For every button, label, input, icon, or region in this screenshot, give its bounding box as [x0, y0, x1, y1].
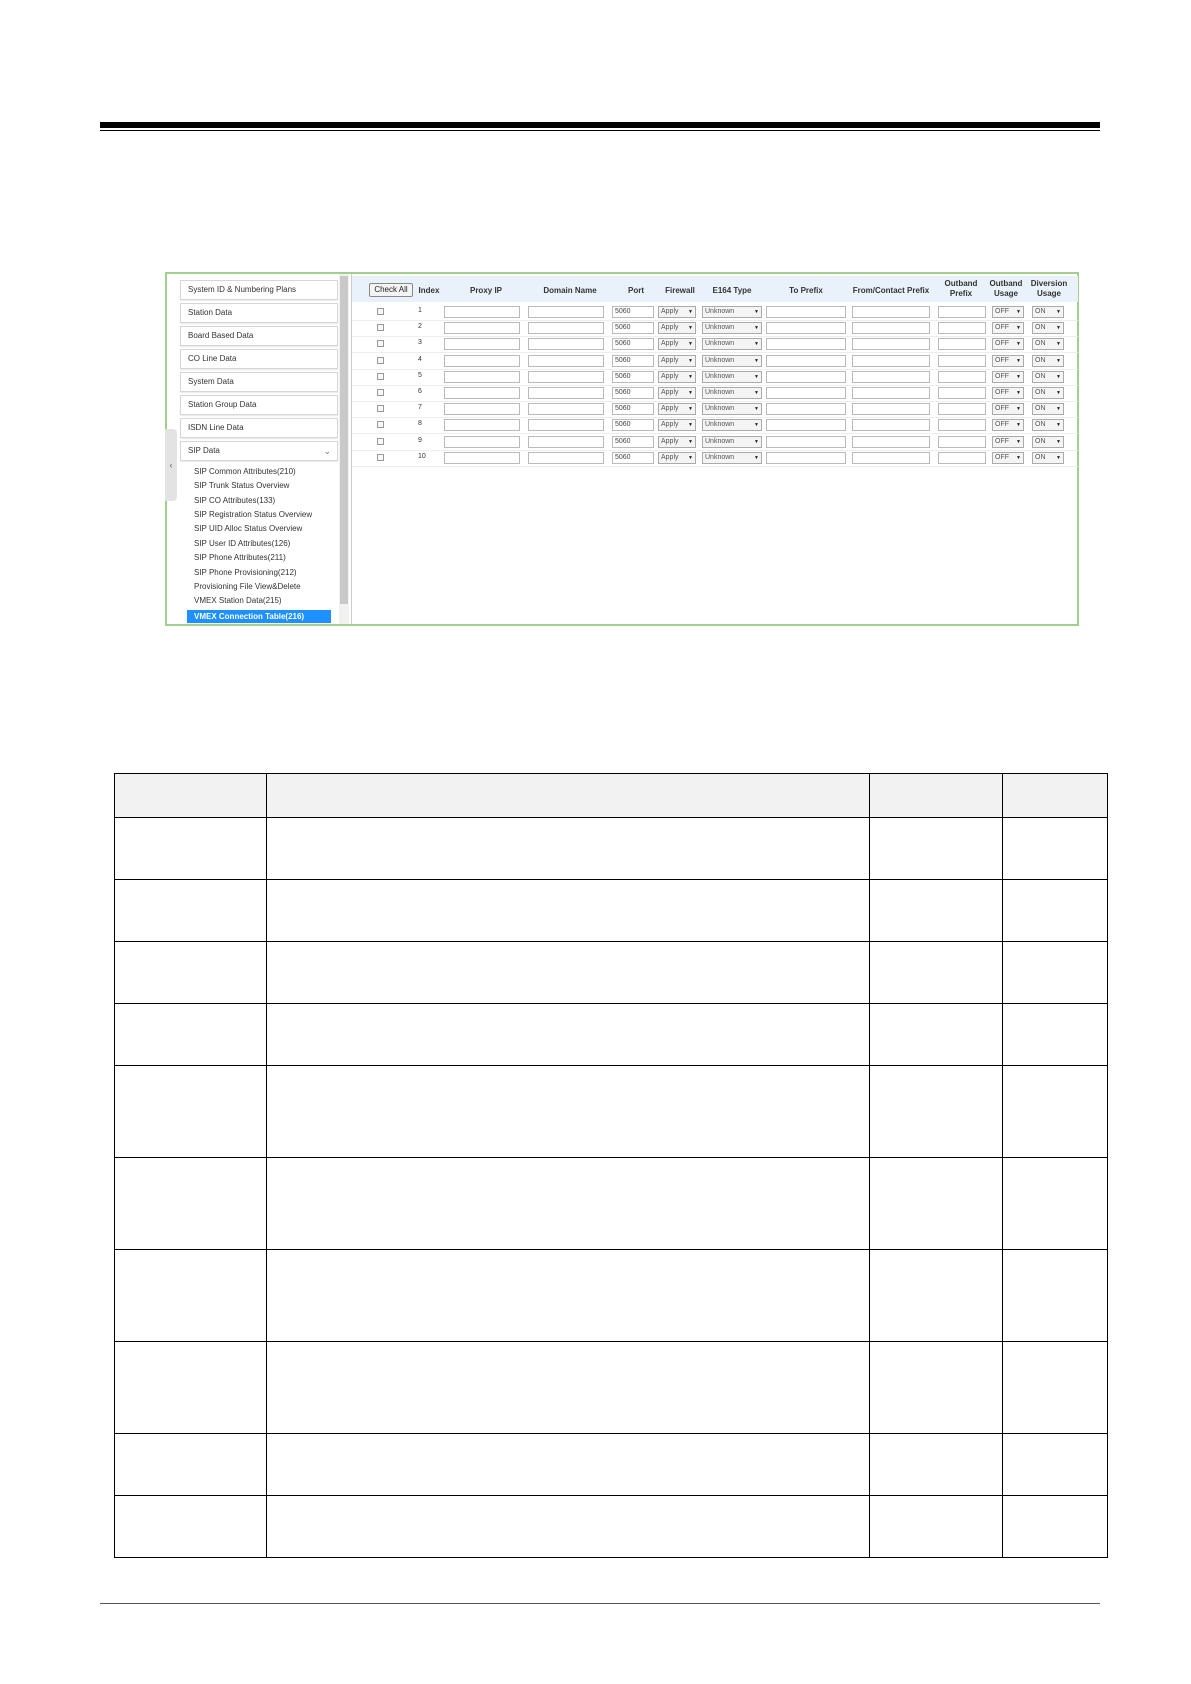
to-prefix-input[interactable]: [766, 387, 846, 399]
e164-type-select[interactable]: Unknown ▼: [702, 371, 762, 383]
chevron-down-icon: ⌄: [323, 446, 331, 456]
table-header-row: [115, 774, 1108, 818]
row-checkbox[interactable]: [377, 389, 384, 396]
row-checkbox[interactable]: [377, 454, 384, 461]
outband-usage-select[interactable]: OFF ▼: [992, 322, 1024, 334]
domain-name-input[interactable]: [528, 306, 604, 318]
table-cell: [267, 818, 870, 880]
from-contact-prefix-input[interactable]: [852, 306, 930, 318]
proxy-ip-input[interactable]: [444, 355, 520, 367]
table-cell: [870, 1158, 1003, 1250]
to-prefix-input[interactable]: [766, 306, 846, 318]
header-e164-type: E164 Type: [712, 286, 752, 295]
from-contact-prefix-input[interactable]: [852, 419, 930, 431]
submenu-sip-registration-status[interactable]: SIP Registration Status Overview: [194, 510, 313, 519]
proxy-ip-input[interactable]: [444, 419, 520, 431]
domain-name-input[interactable]: [528, 436, 604, 448]
firewall-select[interactable]: Apply ▼: [658, 338, 696, 350]
vmex-connection-grid: [351, 274, 1078, 624]
firewall-select[interactable]: Apply ▼: [658, 387, 696, 399]
to-prefix-input[interactable]: [766, 452, 846, 464]
diversion-usage-select[interactable]: ON ▼: [1032, 387, 1064, 399]
e164-type-select[interactable]: Unknown ▼: [702, 436, 762, 448]
port-input[interactable]: 5060: [612, 436, 654, 448]
table-cell: [870, 818, 1003, 880]
table-header-cell: [1003, 774, 1108, 818]
sidebar-item-label: ISDN Line Data: [188, 423, 244, 432]
domain-name-input[interactable]: [528, 355, 604, 367]
outband-usage-select[interactable]: OFF ▼: [992, 436, 1024, 448]
row-index: 3: [418, 339, 422, 347]
header-port: Port: [628, 286, 644, 295]
from-contact-prefix-input[interactable]: [852, 436, 930, 448]
table-cell: [1003, 1342, 1108, 1434]
outband-prefix-input[interactable]: [938, 387, 986, 399]
port-input[interactable]: 5060: [612, 371, 654, 383]
header-outband-prefix: Outband Prefix: [944, 279, 978, 298]
firewall-select[interactable]: Apply ▼: [658, 403, 696, 415]
outband-prefix-input[interactable]: [938, 371, 986, 383]
settings-description-table: [114, 773, 1108, 1558]
submenu-sip-trunk-status[interactable]: SIP Trunk Status Overview: [194, 481, 290, 490]
domain-name-input[interactable]: [528, 338, 604, 350]
table-cell: [1003, 1004, 1108, 1066]
footer-rule: [100, 1603, 1100, 1604]
row-index: 4: [418, 355, 422, 363]
row-index: 8: [418, 420, 422, 428]
submenu-sip-common-attributes[interactable]: SIP Common Attributes(210): [194, 467, 296, 476]
header-domain-name: Domain Name: [543, 286, 597, 295]
table-cell: [1003, 1158, 1108, 1250]
sidebar-item-board-based-data[interactable]: [180, 326, 338, 346]
table-row: [115, 1250, 1108, 1342]
firewall-select[interactable]: Apply ▼: [658, 419, 696, 431]
table-cell: [1003, 942, 1108, 1004]
table-cell: [1003, 1496, 1108, 1558]
to-prefix-input[interactable]: [766, 371, 846, 383]
diversion-usage-select[interactable]: ON ▼: [1032, 452, 1064, 464]
table-row: [115, 1496, 1108, 1558]
proxy-ip-input[interactable]: [444, 322, 520, 334]
outband-prefix-input[interactable]: [938, 306, 986, 318]
sidebar-item-isdn-line-data[interactable]: [180, 418, 338, 438]
diversion-usage-select[interactable]: ON ▼: [1032, 436, 1064, 448]
check-all-button[interactable]: Check All: [369, 283, 413, 297]
sidebar-scrollbar-thumb[interactable]: [340, 276, 348, 604]
to-prefix-input[interactable]: [766, 355, 846, 367]
chevron-left-icon: ‹: [169, 460, 173, 470]
row-checkbox[interactable]: [377, 421, 384, 428]
proxy-ip-input[interactable]: [444, 387, 520, 399]
header-outband-usage: Outband Usage: [989, 279, 1023, 298]
table-row: [115, 942, 1108, 1004]
port-input[interactable]: 5060: [612, 355, 654, 367]
from-contact-prefix-input[interactable]: [852, 387, 930, 399]
domain-name-input[interactable]: [528, 419, 604, 431]
table-row: [352, 320, 1078, 337]
table-row: [115, 1158, 1108, 1250]
firewall-select[interactable]: Apply ▼: [658, 306, 696, 318]
table-row: [352, 417, 1078, 434]
outband-usage-select[interactable]: OFF ▼: [992, 306, 1024, 318]
table-row: [115, 1434, 1108, 1496]
table-cell: [267, 1250, 870, 1342]
outband-usage-select[interactable]: OFF ▼: [992, 355, 1024, 367]
row-index: 5: [418, 371, 422, 379]
table-header-cell: [267, 774, 870, 818]
proxy-ip-input[interactable]: [444, 371, 520, 383]
outband-usage-select[interactable]: OFF ▼: [992, 371, 1024, 383]
screenshot-frame: [165, 272, 1079, 626]
table-cell: [870, 1250, 1003, 1342]
from-contact-prefix-input[interactable]: [852, 403, 930, 415]
header-to-prefix: To Prefix: [789, 286, 823, 295]
sidebar-item-label: Station Group Data: [188, 400, 257, 409]
sidebar-item-label: Station Data: [188, 308, 233, 317]
sidebar-item-label: System ID & Numbering Plans: [188, 285, 297, 294]
header-rule-thin: [100, 130, 1100, 131]
e164-type-select[interactable]: Unknown ▼: [702, 338, 762, 350]
outband-prefix-input[interactable]: [938, 452, 986, 464]
table-cell: [115, 1004, 267, 1066]
sidebar-item-label: System Data: [188, 377, 234, 386]
domain-name-input[interactable]: [528, 452, 604, 464]
table-cell: [267, 1434, 870, 1496]
outband-usage-select[interactable]: OFF ▼: [992, 403, 1024, 415]
domain-name-input[interactable]: [528, 387, 604, 399]
proxy-ip-input[interactable]: [444, 306, 520, 318]
table-row: [115, 1342, 1108, 1434]
from-contact-prefix-input[interactable]: [852, 322, 930, 334]
table-header-cell: [115, 774, 267, 818]
port-input[interactable]: 5060: [612, 403, 654, 415]
table-cell: [115, 880, 267, 942]
table-cell: [267, 880, 870, 942]
sidebar-item-sip-data[interactable]: [180, 441, 338, 461]
e164-type-select[interactable]: Unknown ▼: [702, 306, 762, 318]
to-prefix-input[interactable]: [766, 322, 846, 334]
from-contact-prefix-input[interactable]: [852, 371, 930, 383]
port-input[interactable]: 5060: [612, 322, 654, 334]
domain-name-input[interactable]: [528, 371, 604, 383]
from-contact-prefix-input[interactable]: [852, 355, 930, 367]
table-row: [115, 1066, 1108, 1158]
table-cell: [870, 942, 1003, 1004]
sidebar: [167, 274, 337, 624]
outband-prefix-input[interactable]: [938, 355, 986, 367]
firewall-select[interactable]: Apply ▼: [658, 371, 696, 383]
table-cell: [1003, 1434, 1108, 1496]
table-cell: [267, 1004, 870, 1066]
e164-type-select[interactable]: Unknown ▼: [702, 452, 762, 464]
table-cell: [267, 1158, 870, 1250]
firewall-select[interactable]: Apply ▼: [658, 322, 696, 334]
table-row: [115, 1004, 1108, 1066]
table-cell: [115, 1496, 267, 1558]
outband-usage-select[interactable]: OFF ▼: [992, 387, 1024, 399]
table-cell: [1003, 1066, 1108, 1158]
port-input[interactable]: 5060: [612, 419, 654, 431]
sidebar-item-system-id[interactable]: [180, 280, 338, 300]
outband-usage-select[interactable]: OFF ▼: [992, 338, 1024, 350]
table-cell: [870, 1066, 1003, 1158]
to-prefix-input[interactable]: [766, 419, 846, 431]
table-cell: [115, 1434, 267, 1496]
proxy-ip-input[interactable]: [444, 403, 520, 415]
diversion-usage-select[interactable]: ON ▼: [1032, 322, 1064, 334]
outband-usage-select[interactable]: OFF ▼: [992, 452, 1024, 464]
table-cell: [1003, 1250, 1108, 1342]
domain-name-input[interactable]: [528, 322, 604, 334]
row-index: 10: [418, 452, 426, 460]
port-input[interactable]: 5060: [612, 452, 654, 464]
e164-type-select[interactable]: Unknown ▼: [702, 387, 762, 399]
sidebar-item-station-data[interactable]: [180, 303, 338, 323]
e164-type-select[interactable]: Unknown ▼: [702, 403, 762, 415]
header-proxy-ip: Proxy IP: [469, 286, 502, 295]
diversion-usage-select[interactable]: ON ▼: [1032, 338, 1064, 350]
row-index: 2: [418, 323, 422, 331]
firewall-select[interactable]: Apply ▼: [658, 355, 696, 367]
sidebar-item-label: SIP Data: [188, 446, 220, 455]
sidebar-item-label: CO Line Data: [188, 354, 237, 363]
row-index: 1: [418, 307, 422, 314]
submenu-vmex-connection-table[interactable]: VMEX Connection Table(216): [187, 610, 331, 623]
table-cell: [267, 1342, 870, 1434]
outband-prefix-input[interactable]: [938, 403, 986, 415]
outband-prefix-input[interactable]: [938, 338, 986, 350]
diversion-usage-select[interactable]: ON ▼: [1032, 306, 1064, 318]
outband-prefix-input[interactable]: [938, 322, 986, 334]
to-prefix-input[interactable]: [766, 338, 846, 350]
table-cell: [115, 1342, 267, 1434]
table-cell: [115, 1158, 267, 1250]
row-checkbox[interactable]: [377, 324, 384, 331]
table-cell: [267, 1066, 870, 1158]
outband-prefix-input[interactable]: [938, 419, 986, 431]
table-cell: [870, 1342, 1003, 1434]
e164-type-select[interactable]: Unknown ▼: [702, 355, 762, 367]
header-index: Index: [418, 286, 440, 295]
table-cell: [267, 1496, 870, 1558]
diversion-usage-select[interactable]: ON ▼: [1032, 355, 1064, 367]
table-row: [352, 353, 1078, 370]
header-firewall: Firewall: [665, 286, 695, 295]
row-index: 7: [418, 404, 422, 412]
outband-prefix-input[interactable]: [938, 436, 986, 448]
sidebar-item-co-line-data[interactable]: [180, 349, 338, 369]
table-row: [115, 818, 1108, 880]
firewall-select[interactable]: Apply ▼: [658, 436, 696, 448]
row-checkbox[interactable]: [377, 438, 384, 445]
table-cell: [1003, 880, 1108, 942]
table-cell: [870, 1004, 1003, 1066]
row-checkbox[interactable]: [377, 405, 384, 412]
table-row: [352, 336, 1078, 353]
table-cell: [267, 942, 870, 1004]
table-row: [115, 880, 1108, 942]
e164-type-select[interactable]: Unknown ▼: [702, 419, 762, 431]
diversion-usage-select[interactable]: ON ▼: [1032, 419, 1064, 431]
row-index: 9: [418, 436, 422, 444]
diversion-usage-select[interactable]: ON ▼: [1032, 403, 1064, 415]
table-row: [352, 385, 1078, 402]
outband-usage-select[interactable]: OFF ▼: [992, 419, 1024, 431]
table-cell: [1003, 818, 1108, 880]
sidebar-collapse-tab[interactable]: [165, 429, 177, 501]
table-row: [352, 401, 1078, 418]
header-rule-thick: [100, 122, 1100, 128]
table-cell: [115, 1250, 267, 1342]
table-cell: [870, 1434, 1003, 1496]
row-checkbox[interactable]: [377, 340, 384, 347]
proxy-ip-input[interactable]: [444, 452, 520, 464]
header-from-contact-prefix: From/Contact Prefix: [852, 286, 930, 295]
table-row: [352, 450, 1078, 467]
domain-name-input[interactable]: [528, 403, 604, 415]
row-index: 6: [418, 388, 422, 395]
proxy-ip-input[interactable]: [444, 436, 520, 448]
from-contact-prefix-input[interactable]: [852, 338, 930, 350]
submenu-vmex-station-data[interactable]: VMEX Station Data(215): [194, 596, 282, 605]
row-checkbox[interactable]: [377, 308, 384, 315]
table-header-cell: [870, 774, 1003, 818]
submenu-sip-uid-alloc-status[interactable]: SIP UID Alloc Status Overview: [194, 524, 303, 533]
table-cell: [115, 1066, 267, 1158]
table-row: [352, 434, 1078, 451]
submenu-sip-user-id-attributes[interactable]: SIP User ID Attributes(126): [194, 539, 291, 548]
sidebar-item-label: Board Based Data: [188, 331, 254, 340]
sidebar-item-system-data[interactable]: [180, 372, 338, 392]
to-prefix-input[interactable]: [766, 436, 846, 448]
diversion-usage-select[interactable]: ON ▼: [1032, 371, 1064, 383]
e164-type-select[interactable]: Unknown ▼: [702, 322, 762, 334]
port-input[interactable]: 5060: [612, 387, 654, 399]
table-cell: [115, 942, 267, 1004]
table-cell: [870, 1496, 1003, 1558]
header-diversion-usage: Diversion Usage: [1030, 279, 1068, 298]
submenu-provisioning-file[interactable]: Provisioning File View&Delete: [194, 582, 301, 591]
table-cell: [115, 818, 267, 880]
to-prefix-input[interactable]: [766, 403, 846, 415]
from-contact-prefix-input[interactable]: [852, 452, 930, 464]
port-input[interactable]: 5060: [612, 306, 654, 318]
submenu-sip-phone-attributes[interactable]: SIP Phone Attributes(211): [194, 553, 286, 562]
row-checkbox[interactable]: [377, 373, 384, 380]
table-cell: [870, 880, 1003, 942]
table-row: [352, 369, 1078, 386]
row-checkbox[interactable]: [377, 357, 384, 364]
port-input[interactable]: 5060: [612, 338, 654, 350]
proxy-ip-input[interactable]: [444, 338, 520, 350]
submenu-sip-co-attributes[interactable]: SIP CO Attributes(133): [194, 496, 276, 505]
sidebar-item-station-group-data[interactable]: [180, 395, 338, 415]
table-row: [352, 304, 1078, 321]
firewall-select[interactable]: Apply ▼: [658, 452, 696, 464]
submenu-sip-phone-provisioning[interactable]: SIP Phone Provisioning(212): [194, 568, 297, 577]
